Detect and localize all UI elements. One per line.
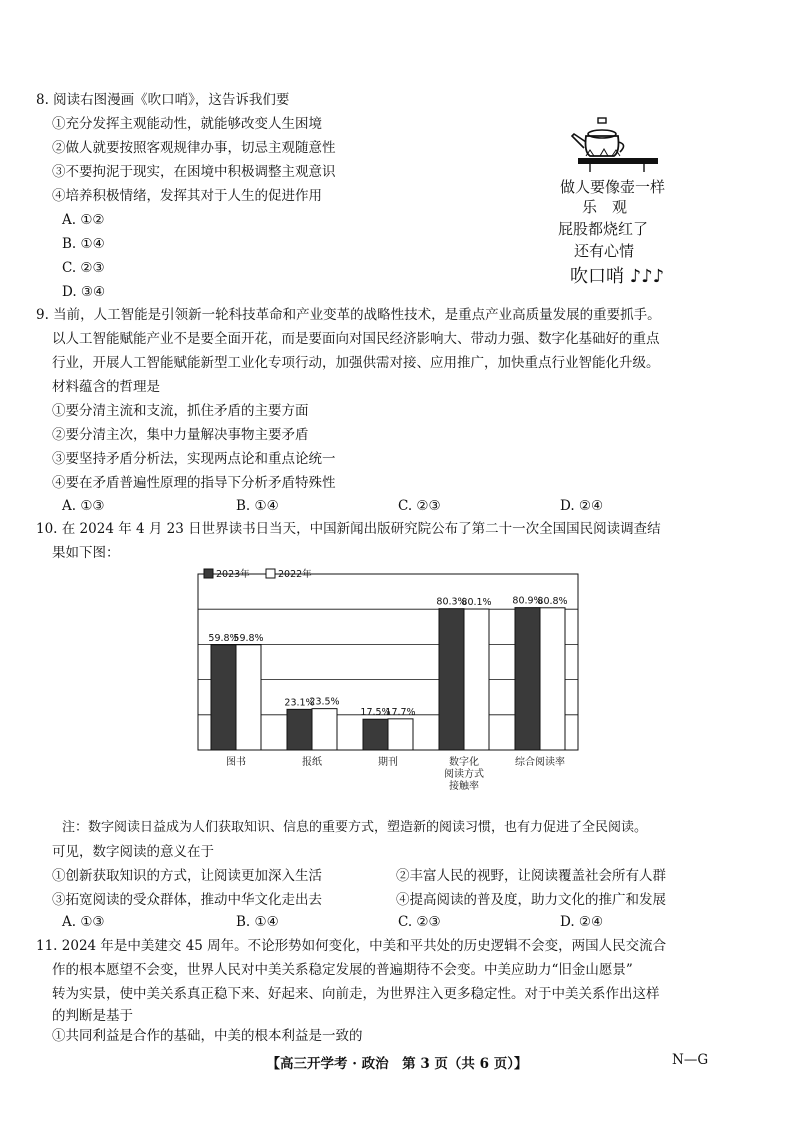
q8-item-2: ②做人就要按照客观规律办事，切忌主观随意性 xyxy=(52,140,336,156)
bar-value-label: 59.8% xyxy=(233,632,264,644)
q8-item-1: ①充分发挥主观能动性，就能够改变人生困境 xyxy=(52,116,322,132)
reading-survey-chart xyxy=(176,560,596,815)
q10-item-2: ②丰富人民的视野，让阅读覆盖社会所有人群 xyxy=(396,868,666,884)
q9-item-4: ④要在矛盾普遍性原理的指导下分析矛盾特殊性 xyxy=(52,475,336,491)
bar-value-label: 80.3% xyxy=(436,596,467,608)
q9-item-3: ③要坚持矛盾分析法，实现两点论和重点论统一 xyxy=(52,451,336,467)
category-label: 报纸 xyxy=(302,757,322,768)
q8-item-4: ④培养积极情绪，发挥其对于人生的促进作用 xyxy=(52,188,322,204)
bar-value-label: 80.8% xyxy=(537,595,568,607)
q10-item-1: ①创新获取知识的方式，让阅读更加深入生活 xyxy=(52,868,322,884)
kettle-icon xyxy=(556,112,692,174)
category-label: 阅读方式 xyxy=(444,769,484,780)
q8-choice-c: C. ②③ xyxy=(62,260,105,276)
q9-line-2: 以人工智能赋能产业不是要全面开花，而是要面向对国民经济影响大、带动力强、数字化基础好的重点 xyxy=(52,331,660,347)
comic-whistling-kettle xyxy=(556,112,692,292)
bar-0-4 xyxy=(515,608,540,750)
q9-choice-b: B. ①④ xyxy=(236,498,279,514)
q10-choice-d: D. ②④ xyxy=(560,914,604,930)
comic-line-5: 吹口哨 ♪♪♪ xyxy=(570,266,665,287)
q10-line-1: 10. 在 2024 年 4 月 23 日世界读书日当天，中国新闻出版研究院公布了第二十一次全国国民阅读调查结 xyxy=(36,521,661,537)
comic-line-3: 屁股都烧红了 xyxy=(558,220,649,238)
legend-label: 2022年 xyxy=(278,569,312,580)
bar-0-1 xyxy=(287,709,312,750)
q10-choice-b: B. ①④ xyxy=(236,914,279,930)
bar-value-label: 80.1% xyxy=(461,597,492,609)
q9-item-1: ①要分清主流和支流，抓住矛盾的主要方面 xyxy=(52,403,309,419)
footer-text: 【高三开学考 · 政治 第 3 页（共 6 页）】 xyxy=(266,1056,528,1072)
bar-value-label: 23.5% xyxy=(309,696,340,708)
q8-choice-a: A. ①② xyxy=(62,212,105,228)
q9-choice-d: D. ②④ xyxy=(560,498,604,514)
bar-0-2 xyxy=(363,719,388,750)
bar-0-0 xyxy=(211,645,236,750)
comic-line-2: 乐 观 xyxy=(582,198,628,216)
category-label: 图书 xyxy=(226,757,246,768)
q10-choice-a: A. ①③ xyxy=(62,914,105,930)
category-label: 数字化 xyxy=(449,757,479,768)
q9-line-4: 材料蕴含的哲理是 xyxy=(52,379,160,395)
comic-line-4: 还有心情 xyxy=(574,242,635,260)
bar-value-label: 17.7% xyxy=(385,706,416,718)
bar-value-label: 23.1% xyxy=(284,697,315,709)
q10-item-3: ③拓宽阅读的受众群体，推动中华文化走出去 xyxy=(52,892,322,908)
category-label: 接触率 xyxy=(449,781,479,792)
q10-line-2: 果如下图： xyxy=(52,545,120,561)
q10-note: 注：数字阅读日益成为人们获取知识、信息的重要方式，塑造新的阅读习惯，也有力促进了全民阅读。 xyxy=(62,820,648,835)
q8-stem: 8. 阅读右图漫画《吹口哨》，这告诉我们要 xyxy=(36,92,290,108)
q10-item-4: ④提高阅读的普及度，助力文化的推广和发展 xyxy=(396,892,666,908)
q11-line-2: 作的根本愿望不会变，世界人民对中美关系稳定发展的普遍期待不会变。中美应助力“旧金山愿景” xyxy=(52,962,633,978)
legend-label: 2023年 xyxy=(216,569,250,580)
q10-tail: 可见，数字阅读的意义在于 xyxy=(52,844,214,860)
category-label: 期刊 xyxy=(378,757,398,768)
bar-0-3 xyxy=(439,609,464,750)
footer-code: N—G xyxy=(672,1052,709,1068)
bar-chart xyxy=(176,560,596,815)
q8-choice-b: B. ①④ xyxy=(62,236,105,252)
comic-line-1: 做人要像壶一样 xyxy=(560,178,666,196)
q9-choice-a: A. ①③ xyxy=(62,498,105,514)
bar-1-4 xyxy=(540,608,565,750)
q11-line-4: 的判断是基于 xyxy=(52,1008,133,1024)
bar-1-3 xyxy=(464,609,489,750)
q11-line-3: 转为实景，使中美关系真正稳下来、好起来、向前走，为世界注入更多稳定性。对于中美关系作出这样 xyxy=(52,986,660,1002)
bar-1-1 xyxy=(312,709,337,750)
q9-line-3: 行业，开展人工智能赋能新型工业化专项行动，加强供需对接、应用推广，加快重点行业智能化升级。 xyxy=(52,355,660,371)
q11-item-1: ①共同利益是合作的基础，中美的根本利益是一致的 xyxy=(52,1028,363,1044)
bar-1-2 xyxy=(388,719,413,750)
bar-value-label: 17.5% xyxy=(360,707,391,719)
category-label: 综合阅读率 xyxy=(515,757,565,768)
q9-choice-c: C. ②③ xyxy=(398,498,441,514)
q8-choice-d: D. ③④ xyxy=(62,284,106,300)
q11-line-1: 11. 2024 年是中美建交 45 周年。不论形势如何变化，中美和平共处的历史逻辑不会变，两国人民交流合 xyxy=(36,938,667,954)
bar-value-label: 80.9% xyxy=(512,595,543,607)
bar-1-0 xyxy=(236,645,261,750)
q10-choice-c: C. ②③ xyxy=(398,914,441,930)
q8-item-3: ③不要拘泥于现实，在困境中积极调整主观意识 xyxy=(52,164,336,180)
bar-value-label: 59.8% xyxy=(208,632,239,644)
q9-item-2: ②要分清主次，集中力量解决事物主要矛盾 xyxy=(52,427,309,443)
legend-swatch-1 xyxy=(266,569,275,578)
legend-swatch-0 xyxy=(204,569,213,578)
q9-line-1: 9. 当前，人工智能是引领新一轮科技革命和产业变革的战略性技术，是重点产业高质量发展的重要抓手。 xyxy=(36,307,661,323)
